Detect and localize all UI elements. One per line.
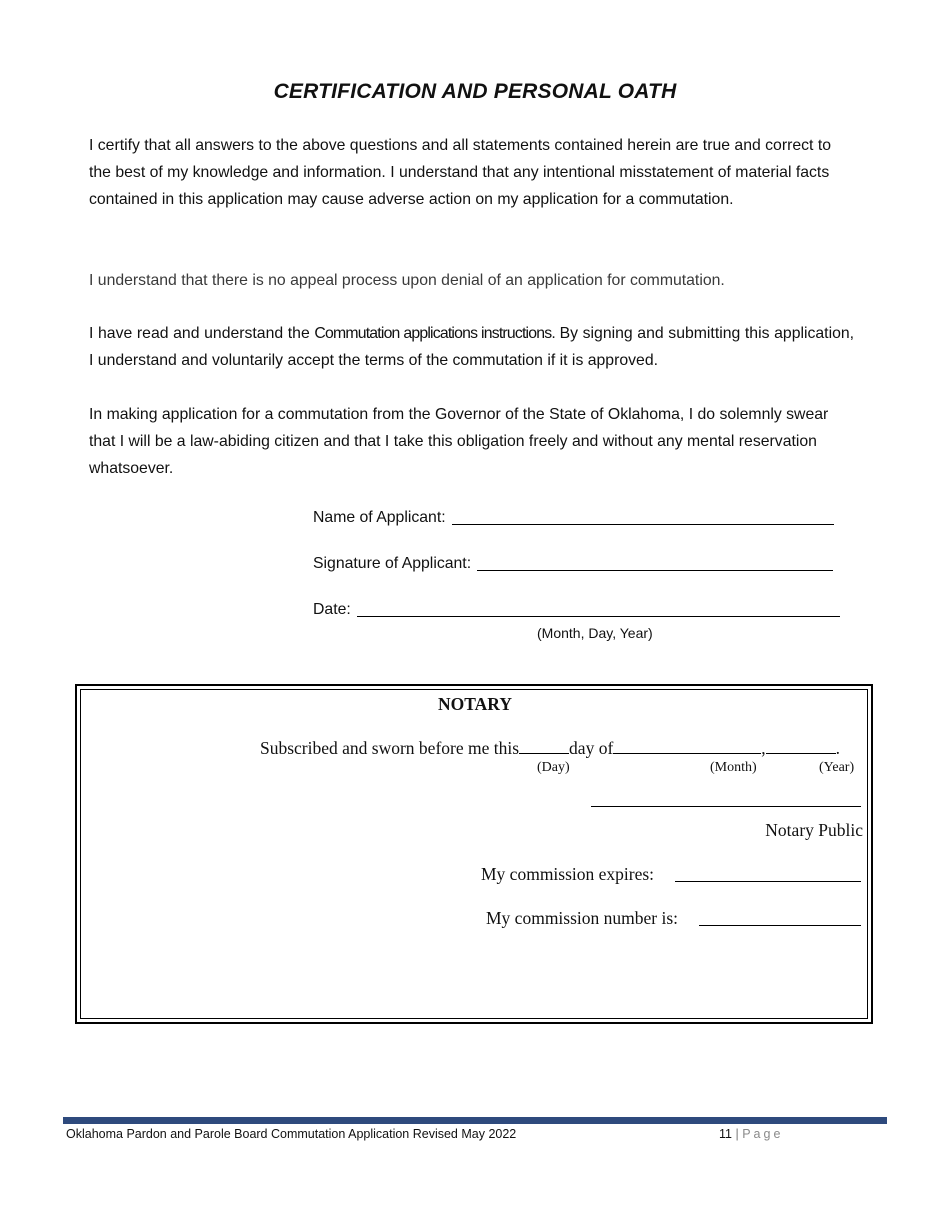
page-separator: |: [735, 1127, 739, 1141]
date-label: Date:: [313, 601, 351, 618]
page-number: 11: [719, 1127, 732, 1141]
name-of-applicant-line[interactable]: [452, 523, 834, 525]
notary-box: [75, 684, 873, 1024]
signature-of-applicant-label: Signature of Applicant:: [313, 555, 472, 572]
day-blank[interactable]: [519, 739, 569, 754]
read-paragraph: [89, 320, 854, 374]
instructions-reference: Commutation applications instructions.: [314, 325, 555, 342]
year-hint: (Year): [819, 760, 855, 775]
commission-expires-label: My commission expires:: [481, 864, 655, 884]
period: .: [835, 738, 841, 758]
commission-number-row: [486, 908, 678, 929]
day-hint: (Day): [537, 760, 570, 775]
commission-number-label: My commission number is:: [486, 908, 679, 928]
comma: ,: [761, 738, 766, 758]
sworn-prefix: Subscribed and sworn before me this: [260, 738, 520, 758]
oath-paragraph: In making application for a commutation from the Governor of the State of Oklahoma, I do solemnly swear that I will be a law-abiding citizen and that I take this obligation freely and without any mental reservation whatsoever.: [89, 406, 829, 477]
read-prefix: I have read and understand the: [89, 325, 310, 342]
footer-bar: [63, 1117, 887, 1124]
page-title: CERTIFICATION AND PERSONAL OATH: [273, 80, 677, 103]
year-blank[interactable]: [766, 739, 836, 754]
commission-expires-row: [481, 864, 654, 885]
read-suffix: By signing and submitting this application, I understand and voluntarily accept the terms of the commutation if it is approved.: [89, 325, 855, 369]
commission-expires-line[interactable]: [675, 881, 861, 882]
name-of-applicant-label: Name of Applicant:: [313, 509, 446, 526]
footer-text: Oklahoma Pardon and Parole Board Commutation Application Revised May 2022: [66, 1127, 517, 1141]
notary-heading: NOTARY: [438, 694, 512, 714]
notary-signature-line[interactable]: [591, 806, 861, 807]
date-line[interactable]: [357, 615, 840, 617]
month-blank[interactable]: [613, 739, 761, 754]
date-hint: (Month, Day, Year): [537, 625, 653, 641]
certify-paragraph: I certify that all answers to the above questions and all statements contained herein are true and correct to the best of my knowledge and information. I understand that any intentional misstatement of material facts contained in this application may cause adverse action on my application for a commutation.: [89, 137, 831, 208]
page-word: Page: [742, 1127, 784, 1141]
appeal-paragraph: I understand that there is no appeal process upon denial of an application for commutation.: [89, 272, 725, 289]
name-of-applicant-row: [313, 509, 834, 527]
day-of-label: day of: [569, 738, 614, 758]
signature-of-applicant-line[interactable]: [477, 569, 833, 571]
notary-public-label: Notary Public: [765, 820, 863, 840]
page-indicator: [719, 1127, 783, 1141]
month-hint: (Month): [710, 760, 757, 775]
sworn-line: [260, 738, 840, 759]
signature-of-applicant-row: [313, 555, 833, 573]
date-row: [313, 601, 840, 619]
commission-number-line[interactable]: [699, 925, 861, 926]
